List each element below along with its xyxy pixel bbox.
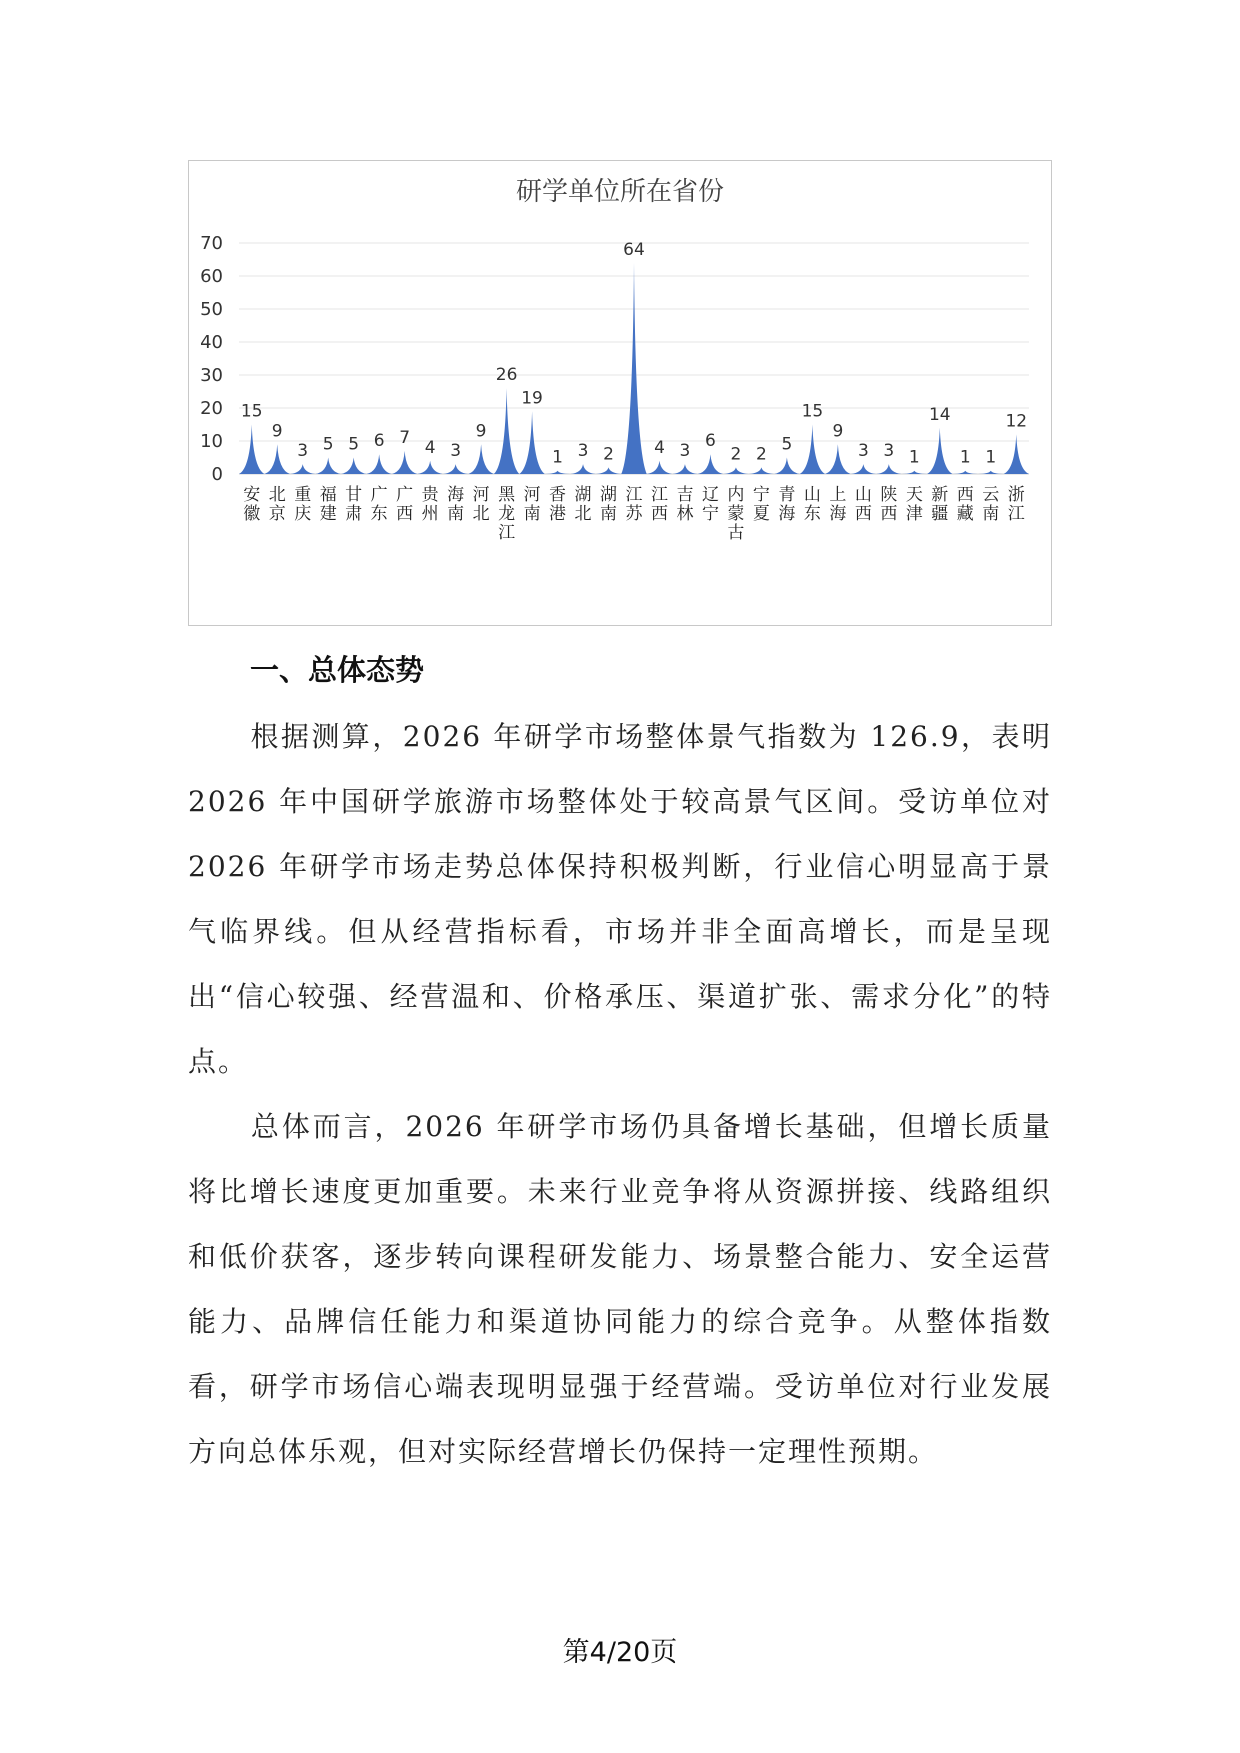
spike-内蒙古 <box>723 467 748 474</box>
data-label-山西: 3 <box>857 441 869 462</box>
data-label-甘肃: 5 <box>348 434 360 455</box>
x-tick-label-陕西: 陕西 <box>880 485 898 524</box>
province-chart <box>188 160 1052 626</box>
x-tick-label-山东: 山东 <box>803 485 821 524</box>
data-label-内蒙古: 2 <box>730 444 742 465</box>
y-tick-label: 60 <box>200 266 223 287</box>
data-label-江苏: 64 <box>623 239 645 260</box>
y-tick-label: 70 <box>200 233 223 254</box>
x-tick-label-黑龙江: 黑龙江 <box>498 485 516 543</box>
data-label-福建: 5 <box>322 434 334 455</box>
paragraph-2 <box>188 1094 1052 1484</box>
data-label-山东: 15 <box>801 401 824 422</box>
x-tick-label-西藏: 西藏 <box>956 485 974 524</box>
spike-海南 <box>443 464 468 474</box>
x-tick-label-山西: 山西 <box>854 485 872 524</box>
data-label-云南: 1 <box>985 447 997 468</box>
spike-辽宁 <box>698 454 723 474</box>
data-label-新疆: 14 <box>928 404 951 425</box>
data-label-陕西: 3 <box>883 441 895 462</box>
x-tick-label-吉林: 吉林 <box>676 485 694 524</box>
data-label-天津: 1 <box>908 447 920 468</box>
x-tick-label-海南: 海南 <box>447 485 465 524</box>
section-heading: 一、总体态势 <box>250 653 425 687</box>
data-label-安徽: 15 <box>240 401 263 422</box>
x-tick-label-辽宁: 辽宁 <box>701 485 719 524</box>
y-tick-label: 0 <box>211 464 223 485</box>
x-tick-label-广东: 广东 <box>370 485 388 524</box>
x-tick-label-北京: 北京 <box>268 485 286 524</box>
x-tick-label-广西: 广西 <box>396 485 414 524</box>
spike-广西 <box>392 451 417 474</box>
spike-宁夏 <box>749 467 774 474</box>
spike-陕西 <box>876 464 901 474</box>
data-label-广西: 7 <box>399 427 411 448</box>
data-label-辽宁: 6 <box>705 431 716 452</box>
spike-吉林 <box>672 464 697 474</box>
spike-湖北 <box>570 464 595 474</box>
data-label-吉林: 3 <box>679 441 691 462</box>
spike-黑龙江 <box>494 388 519 474</box>
spike-贵州 <box>417 461 442 474</box>
data-label-浙江: 12 <box>1005 411 1028 432</box>
x-tick-label-浙江: 浙江 <box>1007 485 1025 524</box>
x-tick-label-新疆: 新疆 <box>931 485 949 524</box>
x-tick-label-贵州: 贵州 <box>421 485 439 524</box>
x-tick-label-宁夏: 宁夏 <box>752 485 770 524</box>
spike-青海 <box>774 458 799 475</box>
spike-湖南 <box>596 467 621 474</box>
data-label-重庆: 3 <box>297 441 309 462</box>
y-tick-label: 10 <box>200 431 223 452</box>
x-tick-label-江西: 江西 <box>650 485 668 524</box>
data-label-河北: 9 <box>475 421 487 442</box>
paragraph-2-text: 总体而言，2026 年研学市场仍具备增长基础，但增长质量将比增长速度更加重要。未来行业竞争将从资源拼接、线路组织和低价获客，逐步转向课程研发能力、场景整合能力、安全运营能力、品牌信任能力和渠道协同能力的综合竞争。从整体指数看，研学市场信心端表现明显强于经营端。受访单位对行业发展方向总体乐观，但对实际经营增长仍保持一定理性预期。 <box>188 1110 1052 1468</box>
x-tick-label-内蒙古: 内蒙古 <box>727 485 745 543</box>
x-tick-label-甘肃: 甘肃 <box>345 485 363 524</box>
x-tick-label-云南: 云南 <box>982 485 1000 524</box>
data-label-河南: 19 <box>521 388 543 409</box>
x-tick-label-香港: 香港 <box>549 485 567 524</box>
x-tick-label-湖北: 湖北 <box>574 485 592 524</box>
data-label-香港: 1 <box>552 447 563 468</box>
data-label-湖北: 3 <box>577 441 589 462</box>
spike-新疆 <box>927 428 952 474</box>
chart-svg <box>189 161 1051 625</box>
spike-广东 <box>366 454 391 474</box>
spike-河北 <box>468 444 493 474</box>
chart-title: 研学单位所在省份 <box>515 177 725 207</box>
y-tick-label: 40 <box>200 332 223 353</box>
data-label-青海: 5 <box>781 434 793 455</box>
spike-福建 <box>315 458 340 475</box>
x-tick-label-天津: 天津 <box>905 485 923 524</box>
spike-山西 <box>851 464 876 474</box>
data-label-上海: 9 <box>832 421 844 442</box>
spike-上海 <box>825 444 850 474</box>
spike-重庆 <box>290 464 315 474</box>
data-label-北京: 9 <box>271 421 283 442</box>
x-tick-label-江苏: 江苏 <box>625 485 643 524</box>
x-tick-label-河南: 河南 <box>523 485 541 524</box>
y-tick-label: 30 <box>200 365 223 386</box>
data-label-湖南: 2 <box>603 444 614 465</box>
paragraph-1 <box>188 704 1052 1094</box>
x-tick-label-青海: 青海 <box>778 485 796 524</box>
spike-山东 <box>800 425 825 475</box>
spike-北京 <box>264 444 289 474</box>
data-label-广东: 6 <box>373 431 385 452</box>
spike-甘肃 <box>341 458 366 475</box>
data-label-江西: 4 <box>654 437 665 458</box>
spike-江苏 <box>621 263 646 474</box>
data-label-海南: 3 <box>450 441 462 462</box>
x-tick-label-河北: 河北 <box>472 485 490 524</box>
spike-安徽 <box>239 425 264 475</box>
x-tick-label-安徽: 安徽 <box>243 485 261 524</box>
x-tick-label-湖南: 湖南 <box>600 485 618 524</box>
x-tick-label-上海: 上海 <box>829 485 847 524</box>
spike-浙江 <box>1004 434 1029 474</box>
spike-河南 <box>519 411 544 474</box>
spike-江西 <box>647 461 672 474</box>
x-tick-label-福建: 福建 <box>319 485 337 524</box>
page-number: 第4/20页 <box>562 1637 678 1668</box>
paragraph-1-text: 根据测算，2026 年研学市场整体景气指数为 126.9，表明 2026 年中国研学旅游市场整体处于较高景气区间。受访单位对 2026 年研学市场走势总体保持积极判断，行业信心明显高于景气临界线。但从经营指标看，市场并非全面高增长，而是呈现出“信心较强、经营温和、价格承压、渠道扩张、需求分化”的特点。 <box>188 720 1052 1078</box>
data-label-贵州: 4 <box>424 437 436 458</box>
y-tick-label: 20 <box>200 398 223 419</box>
data-label-宁夏: 2 <box>756 444 767 465</box>
y-tick-label: 50 <box>200 299 223 320</box>
data-label-西藏: 1 <box>959 447 971 468</box>
x-tick-label-重庆: 重庆 <box>294 485 312 524</box>
data-label-黑龙江: 26 <box>495 365 518 386</box>
